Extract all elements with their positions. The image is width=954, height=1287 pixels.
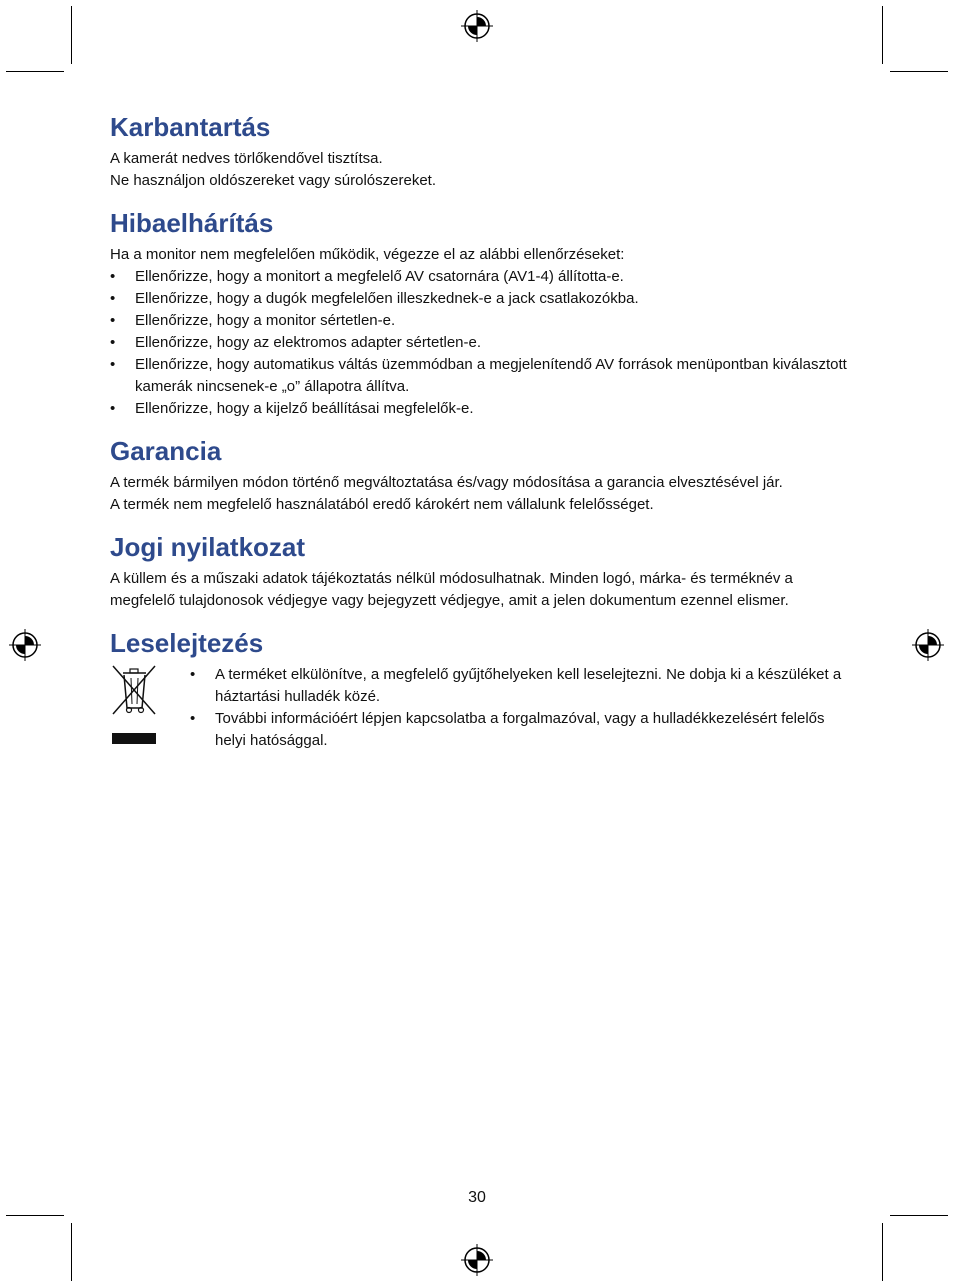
section-warranty bbox=[110, 436, 850, 516]
section-title: Garancia bbox=[110, 436, 222, 466]
registration-mark-icon bbox=[460, 1243, 494, 1277]
section-intro: Ha a monitor nem megfelelően működik, végezze el az alábbi ellenőrzéseket: bbox=[110, 246, 625, 263]
section-disclaimer bbox=[110, 532, 850, 612]
registration-mark-icon bbox=[8, 628, 42, 662]
list-item: • Ellenőrizze, hogy automatikus váltás üzemmódban a megjelenítendő AV források menüpontban kiválasztott kamerák nincsenek-e „ο” állapotra állítva. bbox=[110, 354, 850, 398]
section-troubleshooting bbox=[110, 208, 850, 420]
list-item: • Ellenőrizze, hogy a monitort a megfelelő AV csatornára (AV1-4) állította-e. bbox=[110, 266, 850, 288]
disposal-list bbox=[190, 664, 850, 752]
section-title: Karbantartás bbox=[110, 112, 271, 142]
paragraph-line: A kamerát nedves törlőkendővel tisztítsa. bbox=[110, 150, 383, 167]
paragraph-line: A termék nem megfelelő használatából eredő károkért nem vállalunk felelősséget. bbox=[110, 496, 654, 513]
section-disposal bbox=[110, 628, 850, 752]
weee-crossed-bin-icon bbox=[110, 664, 158, 752]
crop-mark bbox=[890, 1215, 948, 1216]
page-content bbox=[110, 112, 850, 768]
list-item: • Ellenőrizze, hogy a dugók megfelelően illeszkednek-e a jack csatlakozókba. bbox=[110, 288, 850, 310]
crop-mark bbox=[882, 1223, 883, 1281]
paragraph: A küllem és a műszaki adatok tájékoztatás nélkül módosulhatnak. Minden logó, márka- és terméknév a megfelelő tulajdonosok védjegye vagy bejegyzett védjegye, amit a jelen dokumentum ezennel elismer. bbox=[110, 570, 793, 609]
checklist bbox=[110, 266, 850, 420]
bin-underline-bar bbox=[112, 733, 156, 744]
list-item: • Ellenőrizze, hogy az elektromos adapter sértetlen-e. bbox=[110, 332, 850, 354]
crop-mark bbox=[6, 1215, 64, 1216]
list-item: • Ellenőrizze, hogy a monitor sértetlen-e. bbox=[110, 310, 850, 332]
crop-mark bbox=[6, 71, 64, 72]
crop-mark bbox=[71, 6, 72, 64]
list-item: • További információért lépjen kapcsolatba a forgalmazóval, vagy a hulladékkezelésért felelős helyi hatósággal. bbox=[190, 708, 850, 752]
list-item: • Ellenőrizze, hogy a kijelző beállításai megfelelők-e. bbox=[110, 398, 850, 420]
paragraph-line: Ne használjon oldószereket vagy súrolószereket. bbox=[110, 172, 437, 189]
crop-mark bbox=[890, 71, 948, 72]
list-item: • A terméket elkülönítve, a megfelelő gyűjtőhelyeken kell leselejtezni. Ne dobja ki a készüléket a háztartási hulladék közé. bbox=[190, 664, 850, 708]
section-title: Hibaelhárítás bbox=[110, 208, 274, 238]
page-number: 30 bbox=[468, 1189, 486, 1206]
section-title: Leselejtezés bbox=[110, 628, 264, 658]
crop-mark bbox=[882, 6, 883, 64]
crop-mark bbox=[71, 1223, 72, 1281]
section-title: Jogi nyilatkozat bbox=[110, 532, 306, 562]
registration-mark-icon bbox=[911, 628, 945, 662]
registration-mark-icon bbox=[460, 9, 494, 43]
disposal-block bbox=[110, 664, 850, 752]
paragraph-line: A termék bármilyen módon történő megváltoztatása és/vagy módosítása a garancia elvesztésével jár. bbox=[110, 474, 783, 491]
section-maintenance bbox=[110, 112, 850, 192]
